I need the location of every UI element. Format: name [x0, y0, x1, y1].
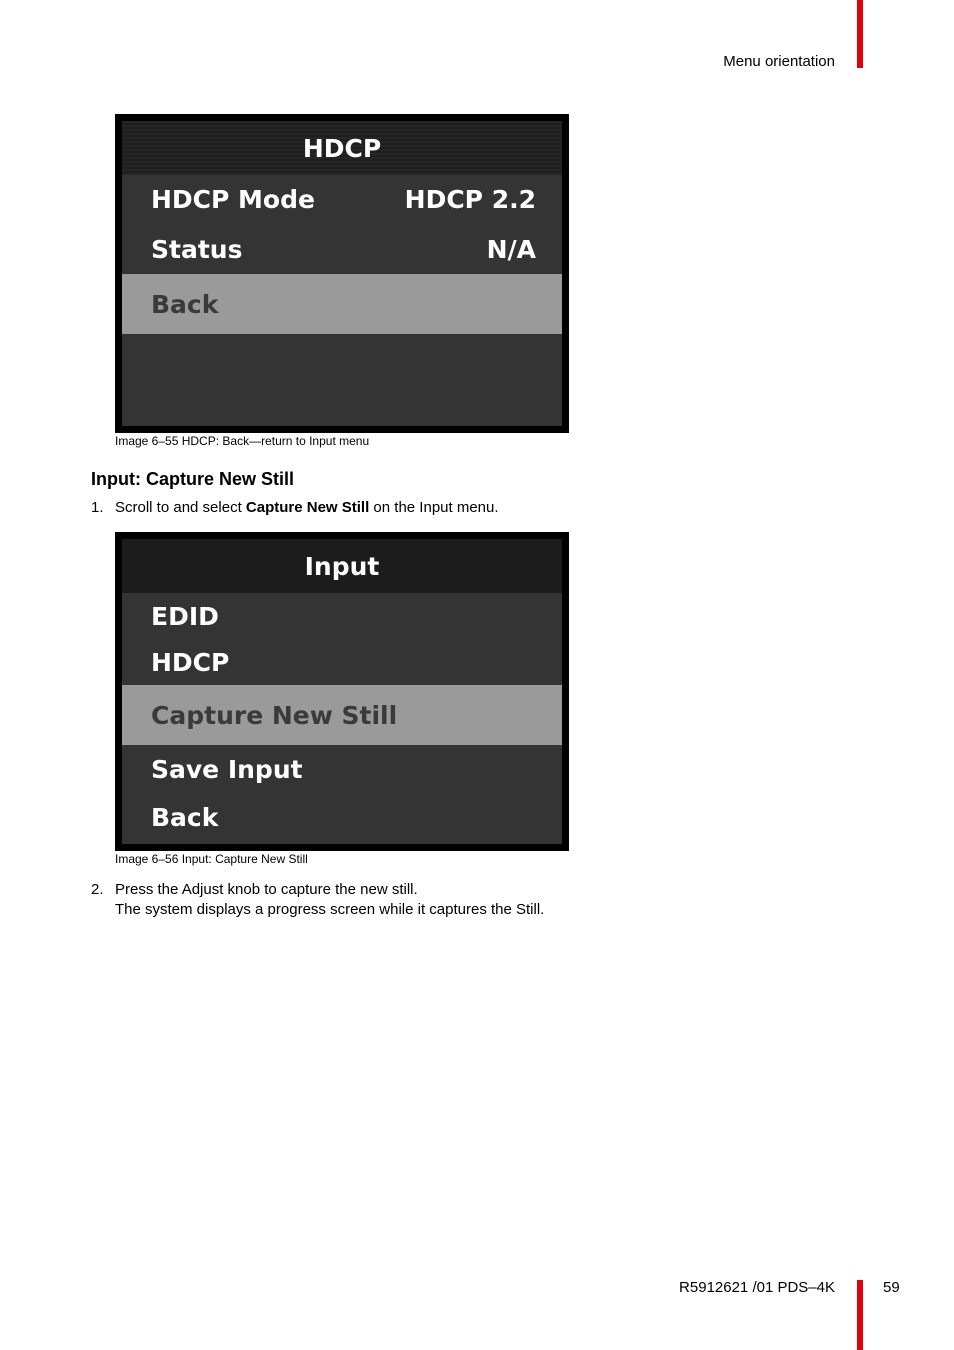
- step-result-text: The system displays a progress screen while it captures the Still.: [115, 901, 545, 918]
- menu-row-label: EDID: [151, 601, 219, 631]
- menu-row-label: HDCP: [151, 647, 230, 677]
- footer-accent-bar: [857, 1280, 863, 1350]
- header-accent-bar: [857, 0, 863, 68]
- menu-row-hdcp-mode: [122, 175, 562, 225]
- menu-row-label: Back: [151, 802, 219, 832]
- menu-row-label: HDCP Mode: [151, 185, 315, 215]
- input-menu-title: Input: [122, 539, 562, 593]
- step-number: 2.: [91, 881, 104, 898]
- menu-row-label: Capture New Still: [151, 700, 398, 730]
- menu-row-label: Status: [151, 234, 243, 264]
- input-menu-screenshot: [115, 532, 569, 851]
- hdcp-menu-title: HDCP: [122, 121, 562, 175]
- menu-row-save-input: [122, 745, 562, 793]
- step-text-bold: Capture New Still: [245, 499, 370, 516]
- figure-caption: Image 6–55 HDCP: Back—return to Input menu: [115, 434, 370, 448]
- section-heading: Input: Capture New Still: [91, 469, 295, 489]
- menu-row-value: N/A: [486, 234, 536, 264]
- menu-row-back: [122, 793, 562, 841]
- footer-document-id: R5912621 /01 PDS–4K: [679, 1279, 835, 1296]
- figure-caption: Image 6–56 Input: Capture New Still: [115, 852, 308, 866]
- page-number: 59: [883, 1279, 900, 1296]
- menu-row-label: Back: [151, 289, 219, 319]
- step-number: 1.: [91, 499, 104, 516]
- menu-row-status: [122, 225, 562, 275]
- hdcp-menu-screenshot: [115, 114, 569, 433]
- menu-row-hdcp: [122, 639, 562, 685]
- menu-row-capture-new-still-selected: [122, 685, 562, 745]
- menu-row-label: Save Input: [151, 754, 303, 784]
- running-header: Menu orientation: [723, 53, 835, 70]
- menu-row-edid: [122, 593, 562, 639]
- step-text-part: on the Input menu.: [369, 499, 499, 516]
- menu-row-back-selected: [122, 274, 562, 334]
- step-text: Press the Adjust knob to capture the new still.: [115, 881, 418, 898]
- menu-row-value: HDCP 2.2: [404, 185, 536, 215]
- step-text: [115, 498, 499, 518]
- step-text-part: Scroll to and select: [115, 499, 246, 516]
